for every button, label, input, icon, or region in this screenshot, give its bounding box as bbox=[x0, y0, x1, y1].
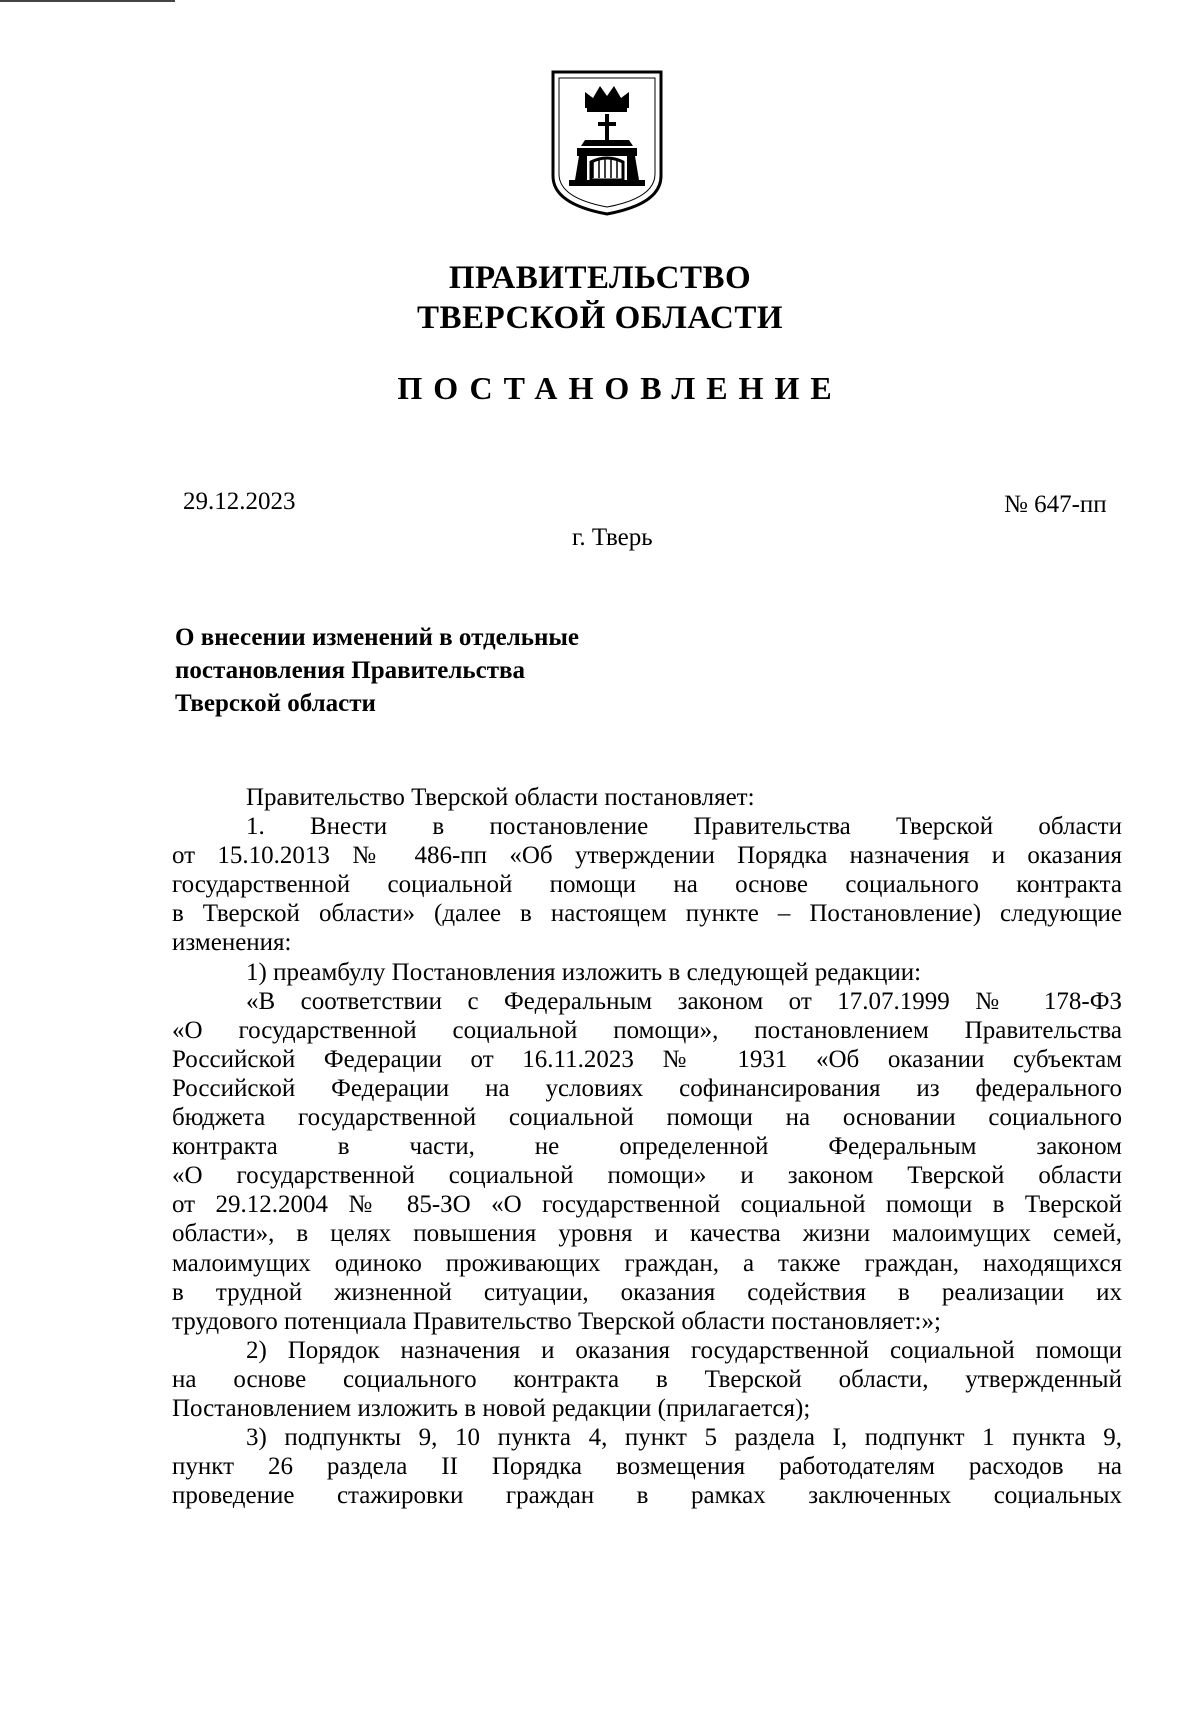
body-line: изменения: bbox=[172, 929, 292, 957]
body-line: 3) подпункты 9, 10 пункта 4, пункт 5 раздела I, подпункт 1 пункта 9, bbox=[246, 1424, 1122, 1452]
body-line: Российской Федерации от 16.11.2023 № 1931 «Об оказании субъектам bbox=[172, 1045, 1122, 1073]
body-line: проведение стажировки граждан в рамках заключенных социальных bbox=[172, 1482, 1122, 1510]
body-line: пункт 26 раздела II Порядка возмещения работодателям расходов на bbox=[172, 1453, 1122, 1481]
document-type-heading: ПОСТАНОВЛЕНИЕ bbox=[397, 370, 843, 406]
body-line: 1. Внести в постановление Правительства Тверской области bbox=[246, 813, 1122, 841]
subject-line: постановления Правительства bbox=[175, 657, 525, 684]
subject-line: Тверской области bbox=[175, 690, 376, 717]
body-line: от 29.12.2004 № 85-ЗО «О государственной социальной помощи в Тверской bbox=[172, 1191, 1122, 1219]
body-line: в трудной жизненной ситуации, оказания содействия в реализации их bbox=[172, 1278, 1122, 1306]
government-title-line1: ПРАВИТЕЛЬСТВО bbox=[448, 260, 752, 296]
body-line: «В соответствии с Федеральным законом от 17.07.1999 № 178-ФЗ bbox=[246, 987, 1122, 1015]
body-line: государственной социальной помощи на основе социального контракта bbox=[172, 871, 1122, 899]
body-line: малоимущих одиноко проживающих граждан, а также граждан, находящихся bbox=[172, 1249, 1122, 1277]
body-line: контракта в части, не определенной Федеральным законом bbox=[172, 1133, 1122, 1161]
body-line: «О государственной социальной помощи», постановлением Правительства bbox=[172, 1016, 1122, 1044]
body-line: трудового потенциала Правительство Тверской области постановляет:»; bbox=[172, 1307, 941, 1335]
body-line: Российской Федерации на условиях софинансирования из федерального bbox=[172, 1074, 1122, 1102]
body-line: 1) преамбулу Постановления изложить в следующей редакции: bbox=[246, 958, 922, 986]
body-line: «О государственной социальной помощи» и законом Тверской области bbox=[172, 1162, 1122, 1190]
document-body bbox=[172, 783, 1122, 1510]
document-subject bbox=[175, 621, 695, 720]
body-line: в Тверской области» (далее в настоящем пункте – Постановление) следующие bbox=[172, 900, 1122, 928]
body-line: от 15.10.2013 № 486-пп «Об утверждении Порядка назначения и оказания bbox=[172, 842, 1122, 870]
document-city: г. Тверь bbox=[572, 524, 653, 551]
document-date: 29.12.2023 bbox=[183, 488, 296, 515]
government-title-line2: ТВЕРСКОЙ ОБЛАСТИ bbox=[416, 300, 784, 336]
body-line: Правительство Тверской области постановляет: bbox=[246, 784, 755, 811]
government-title bbox=[0, 258, 1200, 338]
body-line: 2) Порядок назначения и оказания государственной социальной помощи bbox=[246, 1336, 1122, 1364]
document-number: № 647-пп bbox=[1004, 491, 1107, 518]
subject-line: О внесении изменений в отдельные bbox=[175, 624, 580, 651]
body-line: на основе социального контракта в Тверской области, утвержденный bbox=[172, 1365, 1122, 1393]
body-line: бюджета государственной социальной помощи на основании социального bbox=[172, 1104, 1122, 1132]
tver-coat-of-arms-icon bbox=[547, 68, 667, 218]
body-line: Постановлением изложить в новой редакции (прилагается); bbox=[172, 1394, 811, 1422]
body-line: области», в целях повышения уровня и качества жизни малоимущих семей, bbox=[172, 1220, 1122, 1248]
scan-edge-mark bbox=[0, 0, 175, 2]
